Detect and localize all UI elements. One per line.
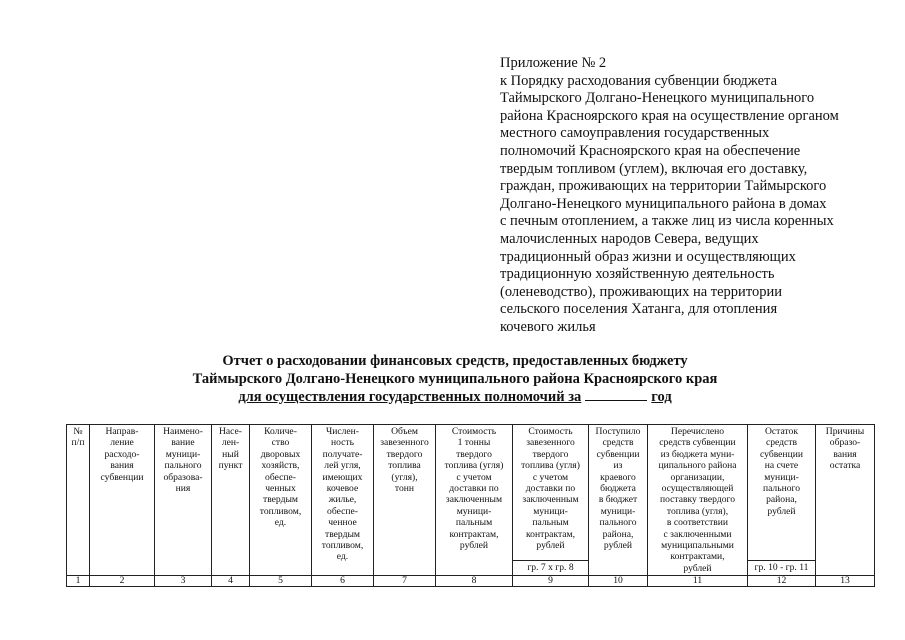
column-header-line: доставки по [525, 483, 576, 495]
column-number-cell: 7 [374, 576, 436, 587]
column-header-line: обеспе- [327, 505, 358, 517]
column-header-line: рублей [459, 540, 489, 552]
column-number-cell: 10 [589, 576, 648, 587]
column-header-6 [312, 425, 374, 576]
column-header-4 [212, 425, 250, 576]
column-header-line: субвенции [596, 448, 640, 460]
annex-line: района Красноярского края на осуществление органом [500, 107, 839, 124]
column-header-line: с заключенными [663, 528, 732, 540]
column-header-line: обеспе- [265, 471, 296, 483]
column-number-cell: 9 [513, 576, 589, 587]
column-header-line: средств субвенции [659, 437, 736, 449]
column-formula: гр. 10 - гр. 11 [748, 560, 815, 575]
column-header-line: топлива (угля) [444, 460, 504, 472]
column-header-line: топлива (угля) [521, 460, 580, 472]
annex-block [500, 55, 870, 337]
annex-line: полномочий Красноярского края на обеспечение [500, 142, 801, 159]
column-header-line: Числен- [325, 426, 359, 437]
column-header-line: из [613, 460, 623, 472]
column-header-line: ство [271, 437, 290, 449]
column-header-line: пункт [218, 460, 243, 472]
column-header-line: вание [171, 437, 195, 449]
column-header-line: остатка [829, 460, 861, 472]
column-header-line: Количе- [264, 426, 297, 437]
column-header-line: № [73, 426, 83, 437]
column-header-8 [436, 425, 513, 576]
column-header-line: рублей [767, 505, 796, 517]
column-header-13 [816, 425, 875, 576]
column-header-line: рублей [683, 562, 712, 574]
column-header-line: района, [602, 528, 634, 540]
column-header-line: Направ- [105, 426, 139, 437]
column-number-cell: 8 [436, 576, 513, 587]
column-header-line: субвенции [760, 448, 803, 460]
column-header-line: из бюджета муни- [660, 448, 735, 460]
column-header-line: ципального района [658, 460, 737, 472]
report-title [140, 352, 770, 406]
column-header-line: ченное [328, 517, 357, 529]
column-header-line: заключенным [522, 494, 579, 506]
column-header-line: организации, [670, 471, 725, 483]
column-header-line: твердым [263, 494, 298, 506]
column-header-line: лен- [221, 437, 240, 449]
column-header-line: Наимено- [163, 426, 203, 437]
column-header-line: пального [599, 517, 637, 529]
column-header-line: п/п [71, 437, 85, 449]
column-header-line: завезенного [526, 437, 575, 449]
annex-line: твердым топливом (углем), включая его доставку, [500, 160, 808, 177]
annex-line: кочевого жилья [500, 318, 596, 335]
column-header-line: жилье, [328, 494, 357, 506]
column-number-cell: 11 [648, 576, 748, 587]
column-header-line: образо- [829, 437, 861, 449]
column-header-line: твердого [532, 448, 569, 460]
column-header-line: твердым [325, 528, 360, 540]
column-number-cell: 4 [212, 576, 250, 587]
column-formula: гр. 7 х гр. 8 [513, 560, 588, 575]
column-header-line: средств [602, 437, 634, 449]
column-header-line: средств [765, 437, 798, 449]
column-header-line: топлива (угля), [666, 505, 729, 517]
column-header-line: рублей [536, 540, 565, 552]
column-header-7 [374, 425, 436, 576]
annex-line: традиционную хозяйственную деятельность [500, 266, 775, 283]
annex-line: местного самоуправления государственных [500, 125, 770, 142]
column-header-line: с учетом [532, 471, 569, 483]
column-header-line: получате- [322, 448, 363, 460]
annex-line: с печным отоплением, а также лиц из числа коренных [500, 213, 834, 230]
column-header-line: Стоимость [451, 426, 497, 437]
column-header-line: Поступило [595, 426, 641, 437]
column-header-line: топливом, [259, 505, 302, 517]
column-header-line: топливом, [321, 540, 364, 552]
column-header-line: вания [110, 460, 134, 472]
table-header-row [67, 425, 875, 576]
period-blank-field[interactable] [585, 388, 647, 401]
column-header-line: в соответствии [666, 517, 729, 529]
column-header-10 [589, 425, 648, 576]
annex-line: сельского поселения Хатанга, для отопления [500, 301, 778, 318]
column-header-line: твердого [456, 448, 492, 460]
column-header-line: Объем [391, 426, 418, 437]
column-header-line: пального [164, 460, 202, 472]
title-line-3-year: год [651, 389, 672, 405]
column-header-line: Стоимость [528, 426, 573, 437]
annex-line: малочисленных народов Севера, ведущих [500, 230, 759, 247]
title-line-3 [140, 388, 770, 406]
annex-line: граждан, проживающих на территории Таймырского [500, 178, 827, 195]
column-header-line: Перечислено [670, 426, 725, 437]
report-table [66, 424, 875, 587]
column-header-line: ченных [265, 483, 296, 495]
column-number-cell: 13 [816, 576, 875, 587]
column-header-line: твердого [386, 448, 423, 460]
column-header-line: контрактам, [525, 528, 576, 540]
column-header-line: ния [175, 483, 191, 495]
column-header-line: кочевое [326, 483, 359, 495]
column-header-line: образова- [163, 471, 203, 483]
column-header-line: лей угля, [324, 460, 361, 472]
column-header-line: на счете [764, 460, 799, 472]
column-header-line: контрактами, [670, 551, 725, 563]
column-header-line: муници- [764, 471, 799, 483]
column-header-1 [67, 425, 90, 576]
column-header-line: поставку твердого [659, 494, 735, 506]
column-header-line: тонн [394, 483, 415, 495]
annex-line: традиционный образ жизни и осуществляющих [500, 248, 796, 265]
column-header-line: контрактам, [449, 528, 499, 540]
column-header-line: (угля), [391, 471, 418, 483]
column-number-cell: 6 [312, 576, 374, 587]
column-header-5 [250, 425, 312, 576]
annex-line: Долгано-Ненецкого муниципального района в домах [500, 195, 827, 212]
column-header-line: заключенным [445, 494, 503, 506]
column-header-line: хозяйств, [261, 460, 300, 472]
column-header-line: расходо- [104, 448, 140, 460]
column-header-line: муници- [165, 448, 201, 460]
title-line-2: Таймырского Долгано-Ненецкого муниципального района Красноярского края [192, 371, 718, 387]
column-header-line: имеющих [322, 471, 363, 483]
column-header-line: в бюджет [598, 494, 638, 506]
column-header-3 [155, 425, 212, 576]
column-number-row [67, 576, 875, 587]
title-line-3-text: для осуществления государственных полномочий за [238, 389, 582, 405]
column-header-2 [90, 425, 155, 576]
column-header-line: краевого [600, 471, 636, 483]
column-header-line: Остаток [764, 426, 799, 437]
column-header-line: пального [762, 483, 801, 495]
column-header-line: вания [833, 448, 857, 460]
column-number-cell: 12 [748, 576, 816, 587]
column-header-line: пальным [455, 517, 493, 529]
column-header-line: 1 тонны [457, 437, 491, 449]
column-header-line: дворовых [260, 448, 301, 460]
column-header-line: завезенного [380, 437, 429, 449]
title-line-1: Отчет о расходовании финансовых средств, предоставленных бюджету [222, 353, 688, 369]
annex-line: (оленеводство), проживающих на территории [500, 283, 782, 300]
column-number-cell: 2 [90, 576, 155, 587]
column-header-9 [513, 425, 589, 576]
column-header-line: топлива [388, 460, 421, 472]
column-header-line: бюджета [600, 483, 636, 495]
column-header-line: Причины [825, 426, 865, 437]
column-number-cell: 5 [250, 576, 312, 587]
column-header-line: муници- [533, 505, 568, 517]
column-header-line: ед. [336, 551, 349, 563]
column-header-line: ность [331, 437, 354, 449]
column-header-line: муниципальными [661, 540, 734, 552]
column-header-line: ный [222, 448, 239, 460]
annex-line: к Порядку расходования субвенции бюджета [500, 72, 778, 89]
column-number-cell: 3 [155, 576, 212, 587]
column-header-line: муници- [600, 505, 636, 517]
annex-line: Приложение № 2 [500, 55, 607, 71]
annex-line: Таймырского Долгано-Ненецкого муниципального [500, 90, 815, 107]
column-header-line: пальным [532, 517, 569, 529]
column-header-line: субвенции [100, 471, 144, 483]
column-header-line: осуществляющей [661, 483, 734, 495]
column-header-line: района, [766, 494, 797, 506]
column-header-line: с учетом [456, 471, 492, 483]
column-header-line: рублей [603, 540, 633, 552]
column-number-cell: 1 [67, 576, 90, 587]
column-header-line: муници- [456, 505, 492, 517]
column-header-line: доставки по [449, 483, 499, 495]
column-header-line: ление [110, 437, 134, 449]
column-header-line: ед. [274, 517, 287, 529]
column-header-12 [748, 425, 816, 576]
column-header-line: Насе- [218, 426, 242, 437]
column-header-11 [648, 425, 748, 576]
